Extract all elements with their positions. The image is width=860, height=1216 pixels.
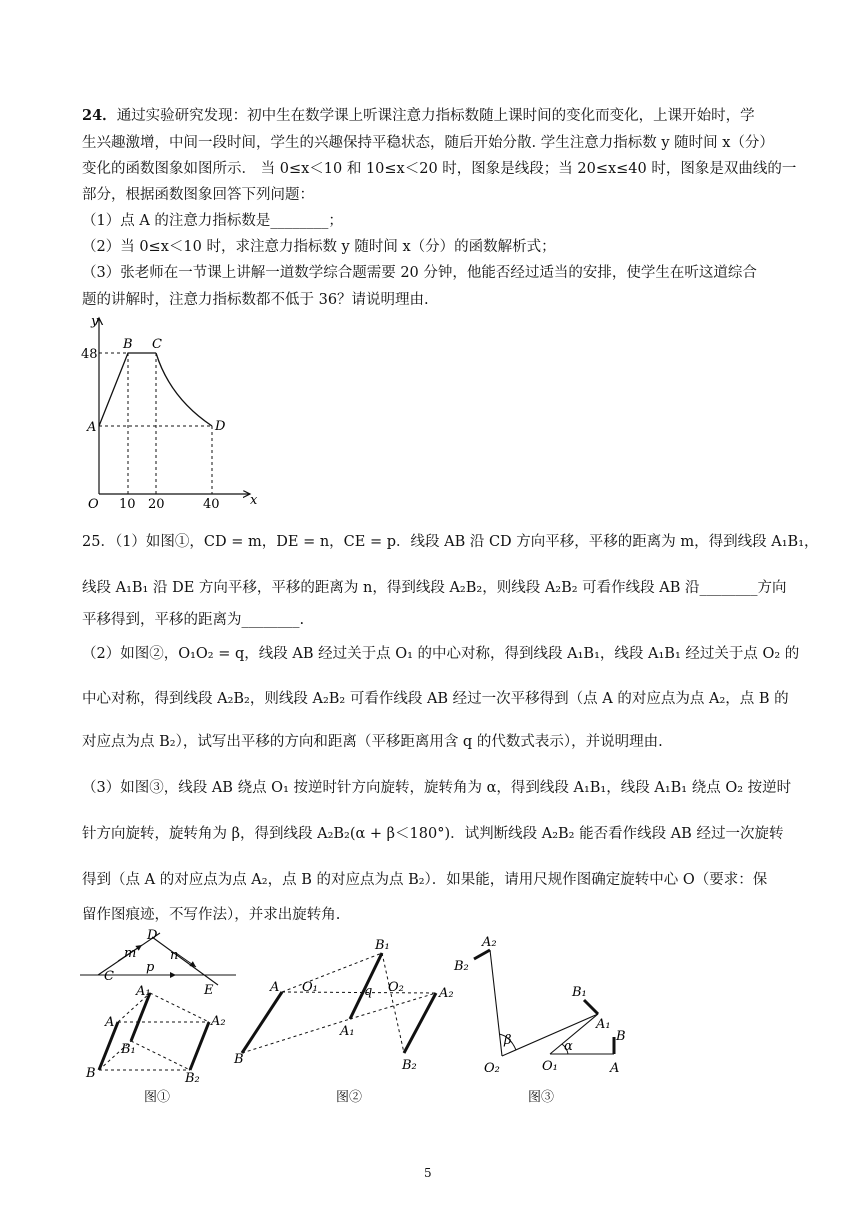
fig1-E: E — [204, 983, 214, 998]
fig2-B1: B₁ — [375, 938, 390, 953]
q24-sub-3a: （3）张老师在一节课上讲解一道数学综合题需要 20 分钟，他能否经过适当的安排，使学生在听这道综合 — [82, 265, 757, 281]
x-axis-label: x — [250, 493, 258, 508]
tick-48: 48 — [81, 347, 98, 362]
page-number: 5 — [424, 1166, 432, 1180]
fig3-caption: 图③ — [528, 1090, 555, 1105]
fig2-caption: 图② — [336, 1090, 363, 1105]
q24-sub-3b: 题的讲解时，注意力指标数都不低于 36？请说明理由. — [82, 292, 429, 308]
arrow-n — [176, 953, 196, 967]
q25-p2c: 对应点为点 B₂），试写出平移的方向和距离（平移距离用含 q 的代数式表示），并说明理由. — [82, 734, 663, 750]
point-A-label: A — [87, 420, 97, 435]
fig1-B1: B₁ — [121, 1042, 136, 1057]
fig3-A1: A₁ — [596, 1017, 611, 1032]
fig1-C: C — [104, 969, 114, 984]
fig1-B2: B₂ — [185, 1071, 200, 1085]
q24-line-4: 部分，根据函数图象回答下列问题： — [82, 187, 314, 203]
q24-line-1 — [82, 104, 755, 125]
tick-10: 10 — [119, 497, 136, 512]
fig2-q: q — [364, 984, 373, 999]
q25-p1b: 线段 A₁B₁ 沿 DE 方向平移，平移的距离为 n，得到线段 A₂B₂，则线段 A₂B₂ 可看作线段 AB 沿________方向 — [82, 580, 787, 596]
line-O2A2 — [490, 950, 502, 1056]
fig3-alpha: α — [564, 1039, 573, 1054]
tick-40: 40 — [203, 497, 220, 512]
fig2-B: B — [234, 1052, 244, 1067]
fig1-A: A — [105, 1015, 115, 1030]
y-axis-label: y — [91, 314, 99, 329]
fig1-B: B — [86, 1066, 96, 1081]
fig1-D: D — [147, 928, 158, 943]
fig3-O2: O₂ — [484, 1061, 500, 1076]
graph-hyperbola-CD — [156, 353, 212, 426]
fig1-p: p — [146, 960, 155, 975]
fig1-n: n — [170, 948, 179, 963]
fig3-B: B — [616, 1029, 626, 1044]
point-D-label: D — [215, 419, 226, 434]
line-O1A1 — [550, 1014, 598, 1054]
fig3-B1: B₁ — [572, 985, 587, 1000]
fig2-A2: A₂ — [439, 986, 454, 1001]
q25-p3a: （3）如图③，线段 AB 绕点 O₁ 按逆时针方向旋转，旋转角为 α，得到线段 A₁B₁，线段 A₁B₁ 绕点 O₂ 按逆时 — [82, 780, 792, 796]
segment-A1B1 — [131, 993, 150, 1041]
q24-sub-1: （1）点 A 的注意力指标数是________； — [82, 213, 343, 229]
fig2-A: A — [270, 980, 280, 995]
fig1-caption: 图① — [144, 1090, 171, 1105]
q24-sub-2: （2）当 0≤x＜10 时，求注意力指标数 y 随时间 x（分）的函数解析式； — [82, 239, 556, 255]
fig3-A: A — [610, 1061, 620, 1076]
figure-1 — [78, 925, 243, 1085]
tick-20: 20 — [148, 497, 165, 512]
fig1-A2: A₂ — [211, 1014, 226, 1029]
q24-line-3: 变化的函数图象如图所示． 当 0≤x＜10 和 10≤x＜20 时，图象是线段；当 20≤x≤40 时，图象是双曲线的一 — [82, 161, 797, 177]
segment-A2B2 — [474, 950, 490, 959]
fig3-O1: O₁ — [542, 1059, 558, 1074]
fig2-O1: O₁ — [302, 980, 318, 995]
fig1-m: m — [124, 946, 137, 961]
q25-p1a: 25．（1）如图①，CD = m，DE = n，CE = p．线段 AB 沿 CD 方向平移，平移的距离为 m，得到线段 A₁B₁， — [82, 534, 819, 550]
point-B-label: B — [123, 337, 133, 352]
segment-AB — [242, 992, 282, 1053]
q25-p2b: 中心对称，得到线段 A₂B₂，则线段 A₂B₂ 可看作线段 AB 经过一次平移得到（点 A 的对应点为点 A₂，点 B 的 — [82, 691, 789, 707]
fig3-beta: β — [504, 1033, 512, 1048]
q25-p3d: 留作图痕迹，不写作法），并求出旋转角. — [82, 907, 341, 923]
q25-p3c: 得到（点 A 的对应点为点 A₂，点 B 的对应点为点 B₂）．如果能，请用尺规作图确定旋转中心 O（要求：保 — [82, 872, 768, 888]
origin-label: O — [88, 497, 99, 512]
fig2-A1: A₁ — [340, 1024, 355, 1039]
q25-p2a: （2）如图②，O₁O₂ = q，线段 AB 经过关于点 O₁ 的中心对称，得到线段 A₁B₁，线段 A₁B₁ 经过关于点 O₂ 的 — [82, 646, 800, 662]
dashed-connections — [242, 953, 436, 1053]
fig3-B2: B₂ — [454, 959, 469, 974]
fig1-A1: A₁ — [136, 984, 151, 999]
segment-A2B2 — [190, 1022, 209, 1070]
q25-p3b: 针方向旋转，旋转角为 β，得到线段 A₂B₂(α + β＜180°)．试判断线段 A₂B₂ 能否看作线段 AB 经过一次旋转 — [82, 826, 784, 842]
segment-A1B1 — [584, 1000, 598, 1014]
figure-2 — [232, 935, 464, 1080]
q24-line-2: 生兴趣激增，中间一段时间，学生的兴趣保持平稳状态，随后开始分散. 学生注意力指标数 y 随时间 x（分） — [82, 135, 774, 151]
point-C-label: C — [152, 337, 162, 352]
fig2-O2: O₂ — [388, 980, 404, 995]
fig3-A2: A₂ — [482, 935, 497, 950]
fig2-B2: B₂ — [402, 1058, 417, 1073]
q25-p1c: 平移得到，平移的距离为________. — [82, 612, 305, 628]
segment-A2B2 — [404, 993, 436, 1053]
line-DE — [152, 937, 218, 985]
q24-number: 24． — [82, 107, 117, 124]
q24-text-1: 通过实验研究发现：初中生在数学课上听课注意力指标数随上课时间的变化而变化，上课开始时，学 — [116, 108, 755, 124]
figure-3 — [450, 930, 640, 1080]
q24-function-graph — [78, 308, 268, 513]
